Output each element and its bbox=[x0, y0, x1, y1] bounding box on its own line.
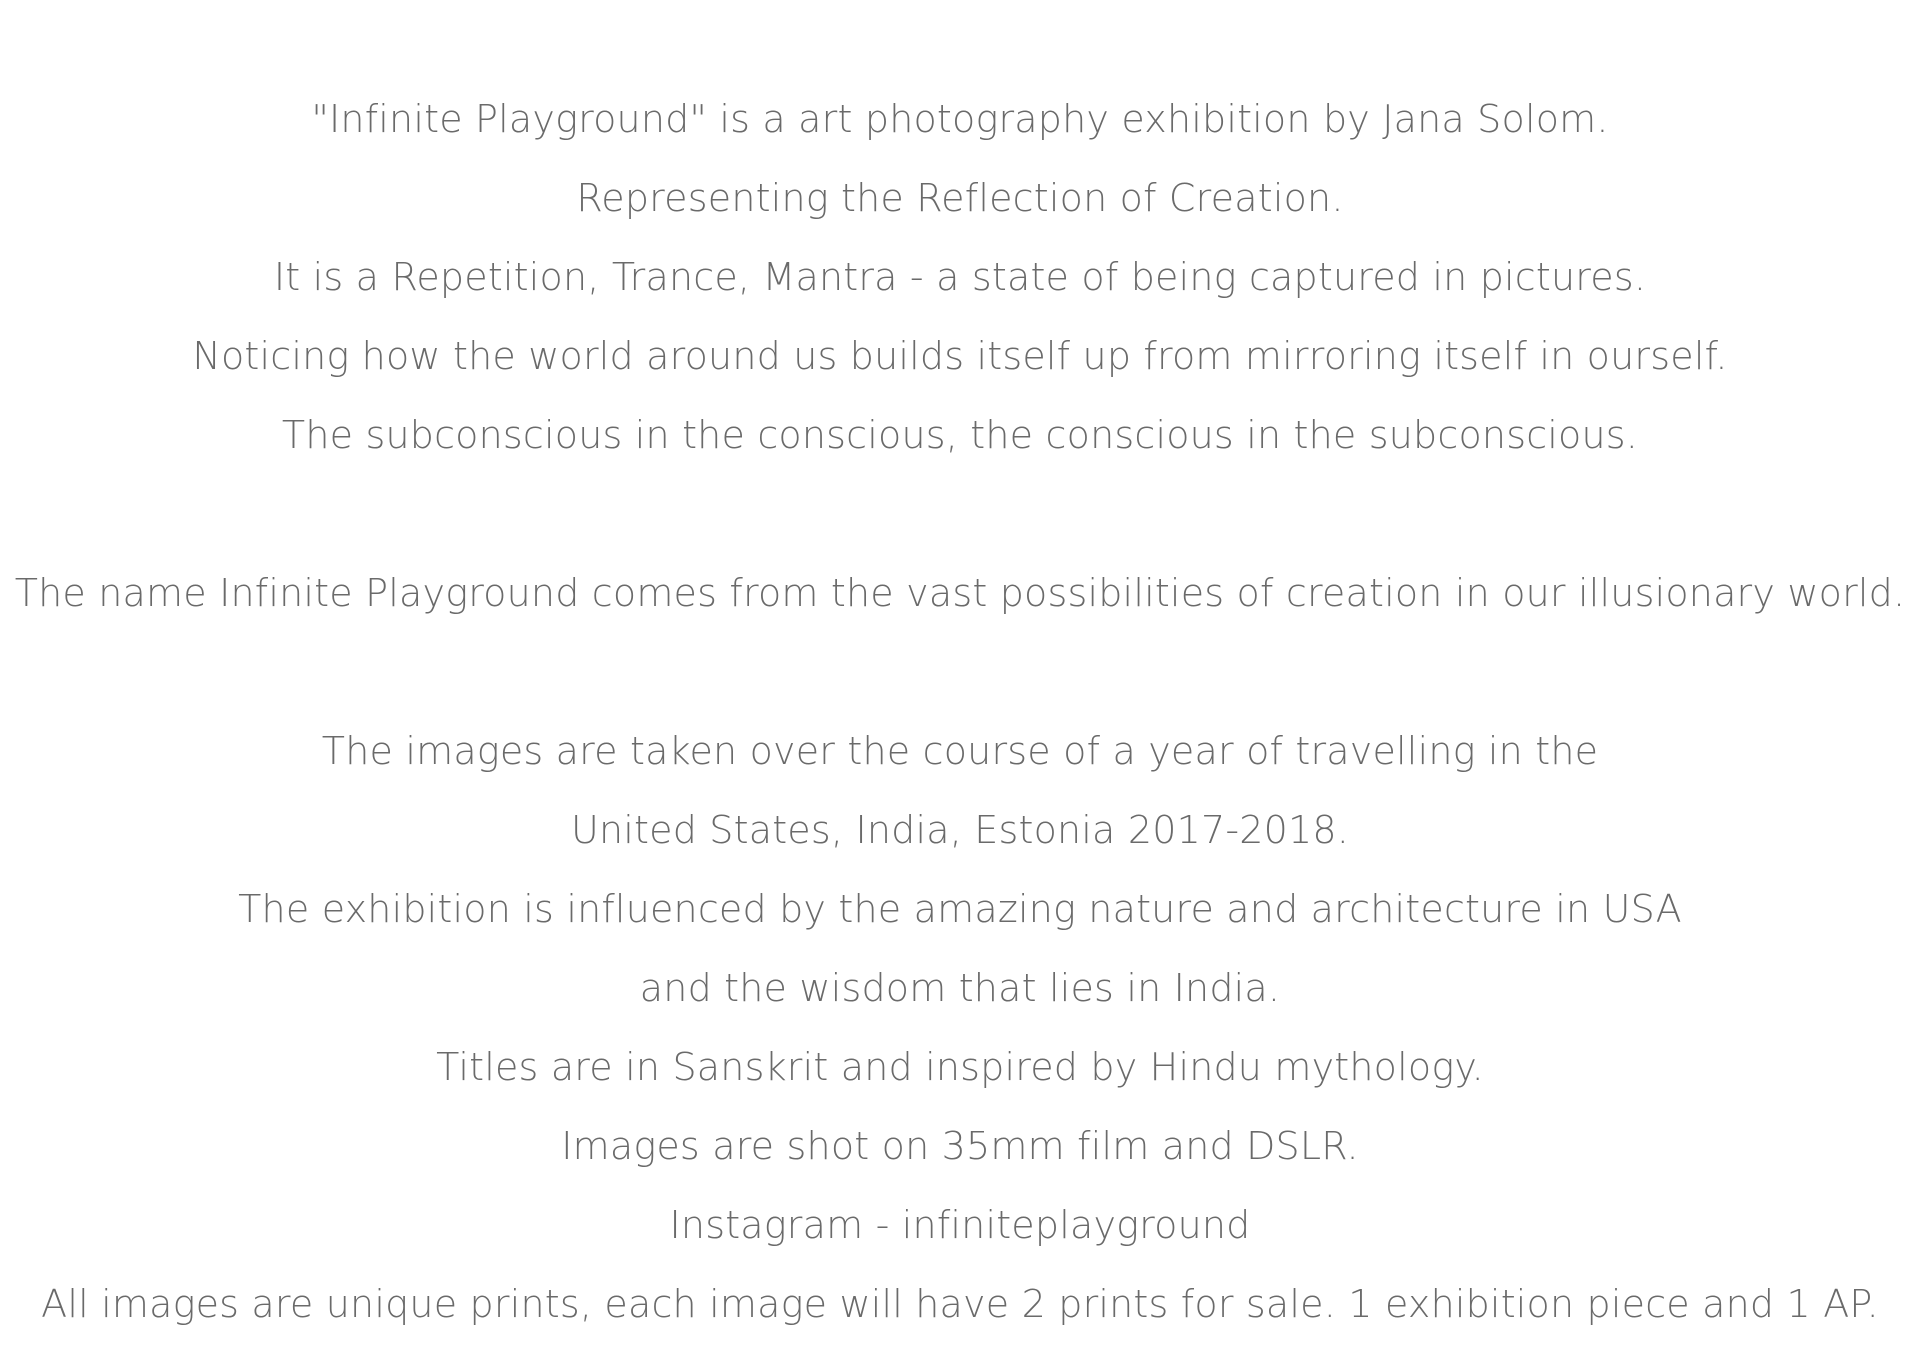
intro-line: "Infinite Playground" is a art photography exhibition by Jana Solom. bbox=[311, 97, 1609, 141]
travel-line: The images are taken over the course of a year of travelling in the bbox=[321, 729, 1599, 773]
exhibition-description bbox=[0, 80, 1920, 1344]
name-origin-line: The name Infinite Playground comes from the vast possibilities of creation in our illusionary world. bbox=[14, 571, 1906, 615]
influence-line: The exhibition is influenced by the amazing nature and architecture in USA bbox=[238, 887, 1682, 931]
instagram-line: Instagram - infiniteplayground bbox=[669, 1203, 1251, 1247]
mirroring-line: Noticing how the world around us builds itself up from mirroring itself in ourself. bbox=[192, 334, 1728, 378]
film-line: Images are shot on 35mm film and DSLR. bbox=[561, 1124, 1359, 1168]
countries-line: United States, India, Estonia 2017-2018. bbox=[570, 808, 1350, 852]
spacer bbox=[0, 475, 1920, 554]
subconscious-line: The subconscious in the conscious, the conscious in the subconscious. bbox=[281, 413, 1639, 457]
prints-line: All images are unique prints, each image will have 2 prints for sale. 1 exhibition piece and 1 AP. bbox=[41, 1282, 1879, 1326]
wisdom-line: and the wisdom that lies in India. bbox=[639, 966, 1281, 1010]
titles-line: Titles are in Sanskrit and inspired by Hindu mythology. bbox=[436, 1045, 1484, 1089]
reflection-line: Representing the Reflection of Creation. bbox=[576, 176, 1344, 220]
spacer bbox=[0, 633, 1920, 712]
repetition-line: It is a Repetition, Trance, Mantra - a state of being captured in pictures. bbox=[273, 255, 1647, 299]
